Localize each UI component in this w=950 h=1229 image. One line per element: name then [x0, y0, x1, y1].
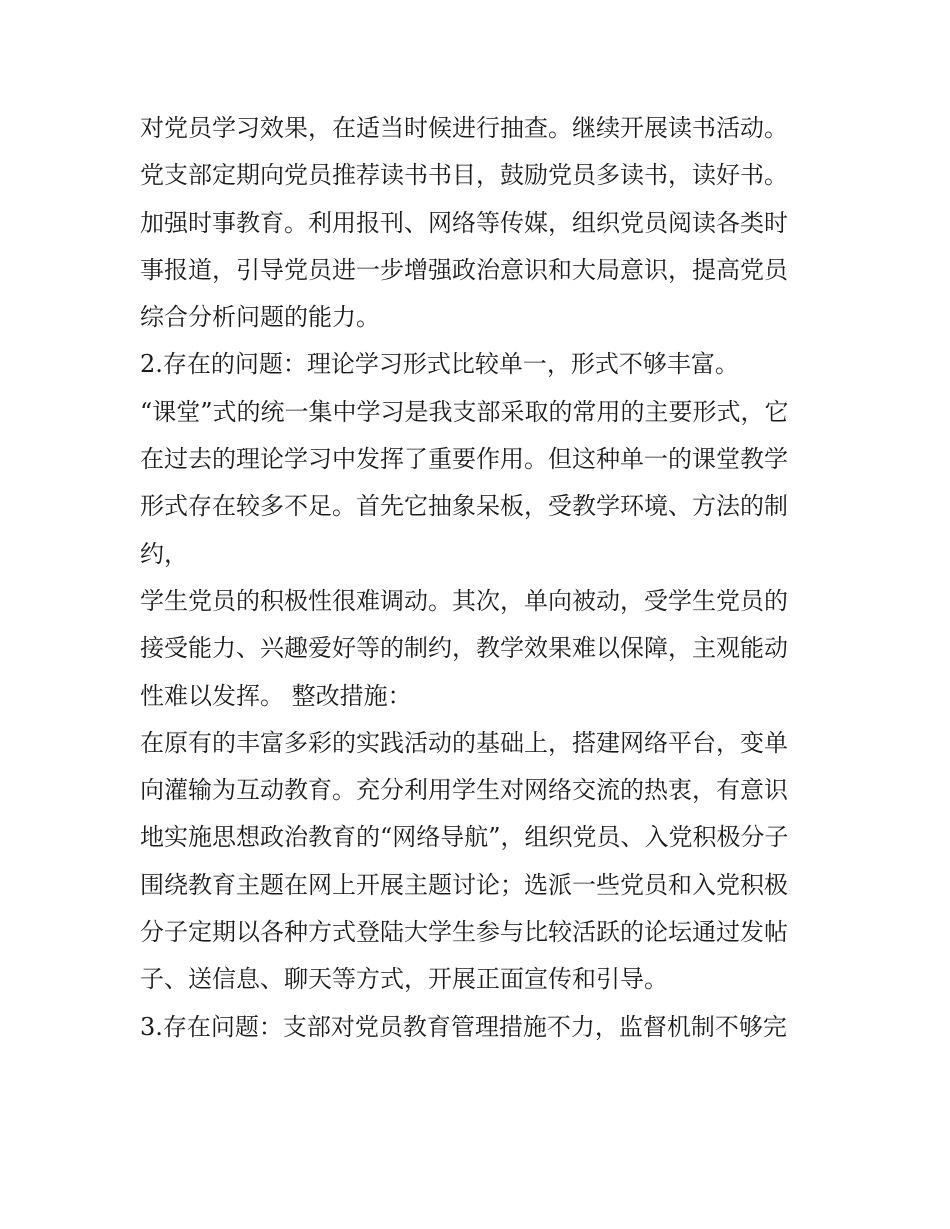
- text-line: “课堂”式的统一集中学习是我支部采取的常用的主要形式，它: [140, 397, 789, 426]
- body-text: [140, 105, 830, 1051]
- text-line: 向灌输为互动教育。充分利用学生对网络交流的热衷，有意识: [140, 776, 788, 805]
- text-line: 地实施思想政治教育的“网络导航”，组织党员、入党积极分子: [140, 823, 789, 852]
- section-heading-3: 3.存在问题：支部对党员教育管理措施不力，监督机制不够完: [140, 1012, 787, 1041]
- text-line: 在过去的理论学习中发挥了重要作用。但这种单一的课堂教学: [140, 445, 788, 474]
- text-line: 性难以发挥。 整改措施：: [140, 681, 412, 710]
- text-line: 学生党员的积极性很难调动。其次，单向被动，受学生党员的: [140, 586, 788, 615]
- text-line: 围绕教育主题在网上开展主题讨论；选派一些党员和入党积极: [140, 870, 788, 899]
- text-line: 党支部定期向党员推荐读书书目，鼓励党员多读书，读好书。: [140, 161, 788, 190]
- text-line: 综合分析问题的能力。: [140, 303, 380, 332]
- section-heading-2: 2.存在的问题：理论学习形式比较单一，形式不够丰富。: [140, 350, 739, 379]
- text-line: 对党员学习效果，在适当时候进行抽查。继续开展读书活动。: [140, 114, 788, 142]
- text-line: 子、送信息、聊天等方式，开展正面宣传和引导。: [140, 965, 668, 994]
- text-line: 形式存在较多不足。首先它抽象呆板，受教学环境、方法的制: [140, 492, 788, 521]
- text-line: 加强时事教育。利用报刊、网络等传媒，组织党员阅读各类时: [140, 208, 788, 237]
- text-line: 分子定期以各种方式登陆大学生参与比较活跃的论坛通过发帖: [140, 918, 788, 947]
- text-line: 接受能力、兴趣爱好等的制约，教学效果难以保障，主观能动: [140, 634, 788, 663]
- text-line: 在原有的丰富多彩的实践活动的基础上，搭建网络平台，变单: [140, 728, 788, 757]
- text-line: 事报道，引导党员进一步增强政治意识和大局意识，提高党员: [140, 255, 788, 284]
- text-line: 约，: [140, 539, 188, 568]
